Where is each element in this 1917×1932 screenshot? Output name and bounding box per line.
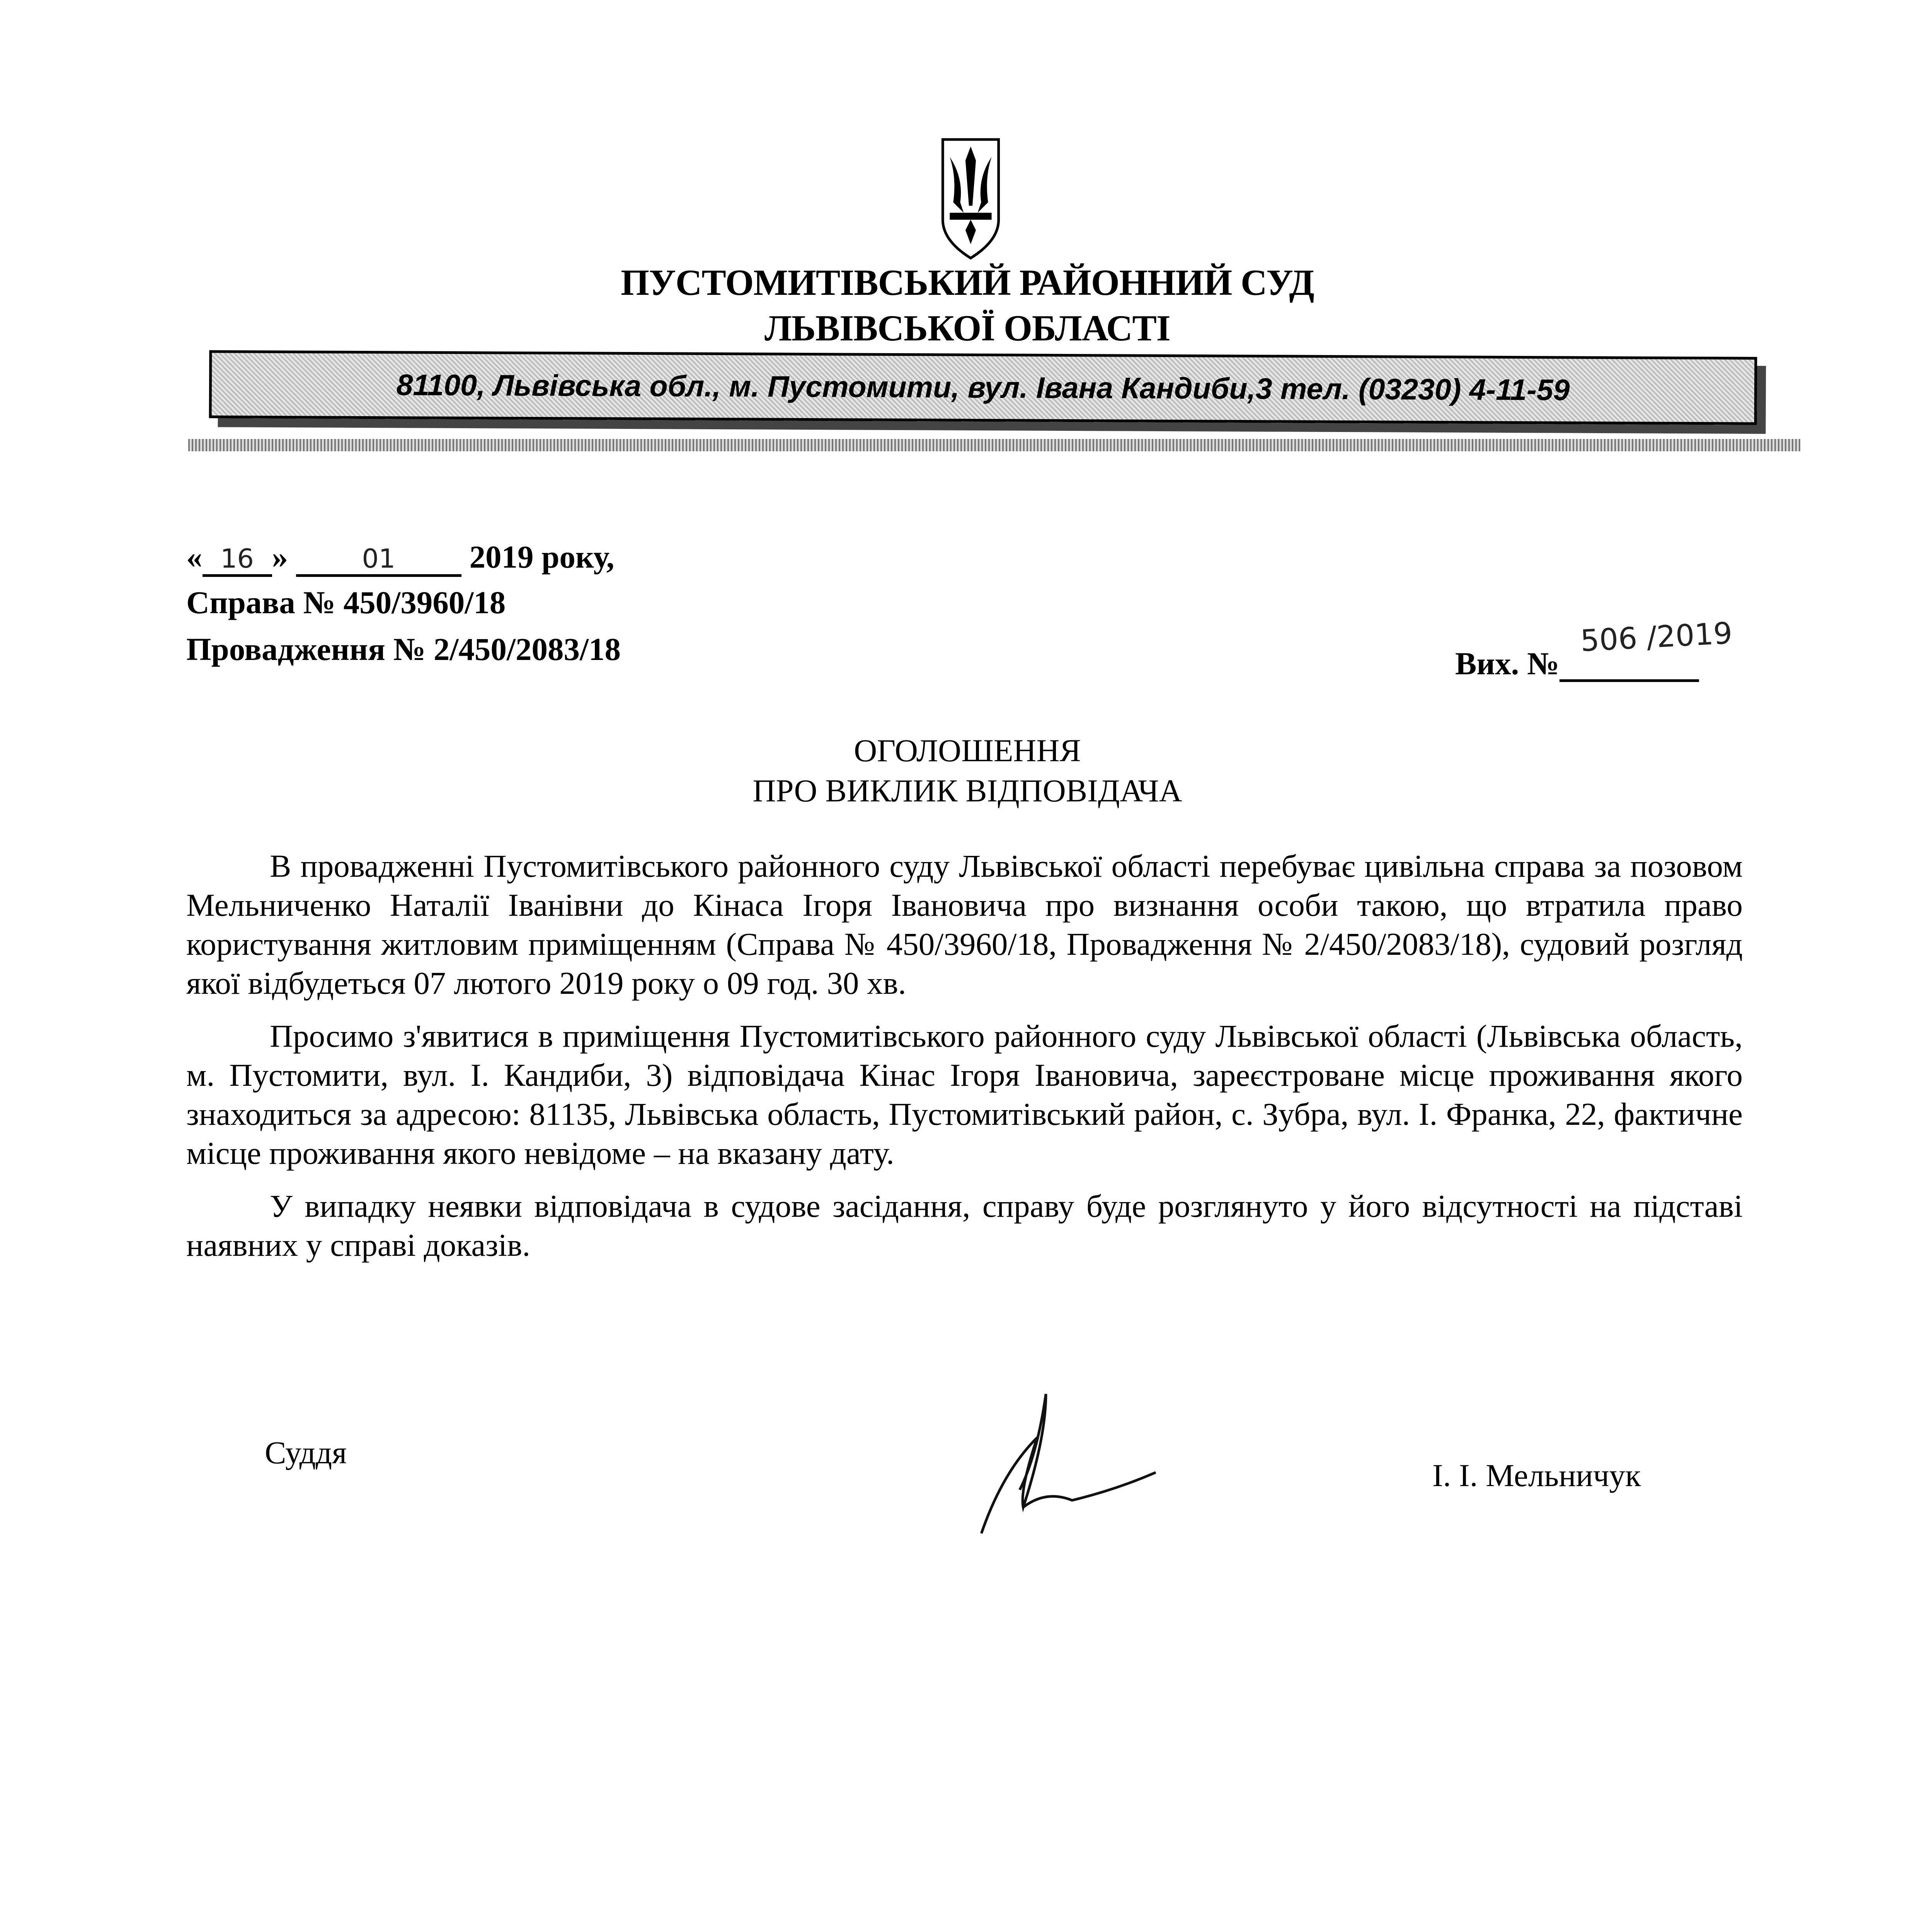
- date-line: « 16 » 01 2019 року,: [186, 538, 615, 577]
- date-month: 01: [296, 544, 461, 577]
- court-name-line1: ПУСТОМИТІВСЬКИЙ РАЙОННИЙ СУД: [621, 262, 1314, 303]
- outgoing-number: Вих. № 506 /2019: [1455, 616, 1733, 681]
- court-name-line2: ЛЬВІВСЬКОЇ ОБЛАСТІ: [764, 308, 1170, 349]
- handwritten-signature: [967, 1385, 1168, 1542]
- trident-emblem-icon: [918, 136, 1023, 262]
- notice-subtitle: ПРО ВИКЛИК ВІДПОВІДАЧА: [752, 773, 1182, 808]
- date-day: 16: [203, 544, 272, 577]
- header-divider: [188, 439, 1800, 451]
- paragraph: У випадку неявки відповідача в судове засідання, справу буде розглянуто у його відсутності на підставі наявних у справі доказів.: [186, 1188, 1743, 1263]
- paragraph: Просимо з'явитися в приміщення Пустомитівського районного суду Львівської області (Львівська область, м. Пустомити, вул. І. Кандиби, 3) відповідача Кінас Ігоря Івановича, зареєстроване місце проживання якого знаходиться за адресою: 81135, Львівська область, Пустомитівський район, с. Зубра, вул. І. Франка, 22, фактичне місце проживання якого невідоме – на вказану дату.: [186, 1018, 1743, 1171]
- court-address: 81100, Львівська обл., м. Пустомити, вул. Івана Кандиби,3 тел. (03230) 4-11-59: [396, 368, 1570, 407]
- proceeding-number: Провадження № 2/450/2083/18: [186, 631, 621, 667]
- notice-title: ОГОЛОШЕННЯ: [854, 733, 1081, 768]
- notice-body: [186, 847, 1743, 1279]
- case-number: Справа № 450/3960/18: [186, 585, 506, 620]
- date-year: 2019 року,: [469, 539, 615, 575]
- address-banner: [209, 350, 1757, 425]
- judge-name: І. І. Мельничук: [1432, 1458, 1641, 1493]
- outgoing-number-value: 506 /2019: [1579, 616, 1733, 659]
- signature-role: Суддя: [265, 1435, 347, 1470]
- paragraph: В провадженні Пустомитівського районного суду Львівської області перебуває цивільна справа за позовом Мельниченко Наталії Іванівни до Кінаса Ігоря Івановича про визнання особи такою, що втратила право користування житловим приміщенням (Справа № 450/3960/18, Провадження № 2/450/2083/18), судовий розгляд якої відбудеться 07 лютого 2019 року о 09 год. 30 хв.: [186, 848, 1743, 1001]
